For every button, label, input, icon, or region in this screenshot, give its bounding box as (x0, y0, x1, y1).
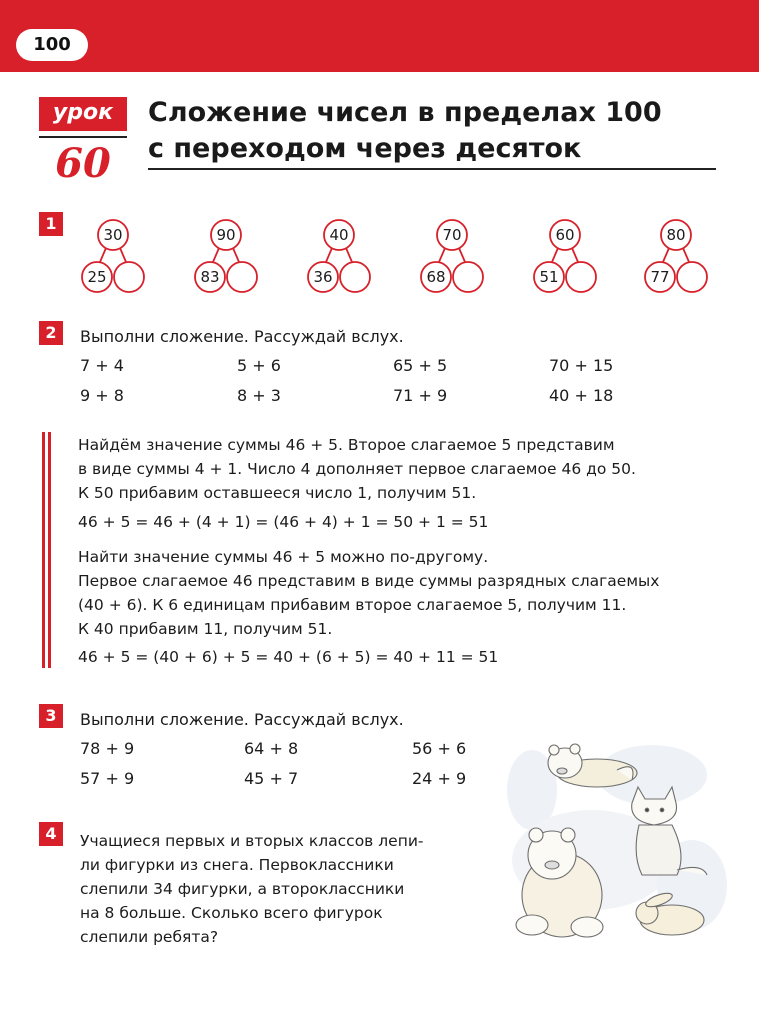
tree-part-known: 77 (650, 268, 670, 286)
number-tree (194, 218, 258, 294)
top-bar (0, 0, 759, 72)
page-title (148, 95, 728, 167)
equation-1: 46 + 5 = 46 + (4 + 1) = (46 + 4) + 1 = 50 + 1 = 51 (78, 513, 489, 531)
number-tree (307, 218, 371, 294)
number-tree (420, 218, 484, 294)
explanation-line: (40 + 6). К 6 единицам прибавим второе слагаемое 5, получим 11. (78, 596, 627, 614)
expression: 7 + 4 (80, 356, 124, 375)
explanation-line: Найти значение суммы 46 + 5 можно по-другому. (78, 548, 489, 566)
task-2-instruction: Выполни сложение. Рассуждай вслух. (80, 327, 404, 346)
task-4-line: ли фигурки из снега. Первоклассники (80, 856, 394, 874)
explanation-line: в виде суммы 4 + 1. Число 4 дополняет первое слагаемое 46 до 50. (78, 460, 636, 478)
tree-part-known: 25 (87, 268, 107, 286)
tree-whole: 70 (442, 226, 462, 244)
expression: 40 + 18 (549, 386, 614, 405)
expression: 71 + 9 (393, 386, 448, 405)
tree-part-blank[interactable] (677, 262, 707, 292)
expression: 45 + 7 (244, 769, 299, 788)
title-underline (148, 168, 716, 170)
title-line-2: с переходом через десяток (148, 133, 582, 164)
tree-part-known: 51 (539, 268, 559, 286)
tree-part-known: 83 (200, 268, 220, 286)
tree-part-blank[interactable] (340, 262, 370, 292)
task-2-badge: 2 (39, 321, 63, 345)
expression: 5 + 6 (237, 356, 281, 375)
task-3-instruction: Выполни сложение. Рассуждай вслух. (80, 710, 404, 729)
tree-part-known: 36 (313, 268, 333, 286)
tree-whole: 80 (666, 226, 686, 244)
task-4-line: Учащиеся первых и вторых классов лепи- (80, 832, 424, 850)
expression: 65 + 5 (393, 356, 448, 375)
expression: 57 + 9 (80, 769, 135, 788)
task-4-badge: 4 (39, 822, 63, 846)
expression: 70 + 15 (549, 356, 614, 375)
lesson-number: 60 (55, 140, 111, 187)
expression: 24 + 9 (412, 769, 467, 788)
explanation-paragraph-2 (78, 545, 718, 641)
tree-whole: 30 (103, 226, 123, 244)
lesson-label: урок (39, 97, 127, 131)
lesson-divider (39, 136, 127, 138)
number-tree (533, 218, 597, 294)
number-tree (644, 218, 708, 294)
task-4-line: на 8 больше. Сколько всего фигурок (80, 904, 383, 922)
expression: 8 + 3 (237, 386, 281, 405)
expression: 64 + 8 (244, 739, 299, 758)
snow-figures-illustration (502, 735, 732, 950)
tree-whole: 40 (329, 226, 349, 244)
tree-part-known: 68 (426, 268, 446, 286)
tree-whole: 90 (216, 226, 236, 244)
task-3-badge: 3 (39, 704, 63, 728)
task-4-line: слепили 34 фигурки, а второклассники (80, 880, 405, 898)
explanation-line: К 40 прибавим 11, получим 51. (78, 620, 333, 638)
tree-part-blank[interactable] (453, 262, 483, 292)
equation-2: 46 + 5 = (40 + 6) + 5 = 40 + (6 + 5) = 40 + 11 = 51 (78, 648, 499, 666)
explanation-line: Найдём значение суммы 46 + 5. Второе слагаемое 5 представим (78, 436, 615, 454)
explanation-line: К 50 прибавим оставшееся число 1, получим 51. (78, 484, 477, 502)
task-4-line: слепили ребята? (80, 928, 219, 946)
tree-part-blank[interactable] (227, 262, 257, 292)
title-line-1: Сложение чисел в пределах 100 (148, 97, 662, 128)
expression: 56 + 6 (412, 739, 467, 758)
explanation-line: Первое слагаемое 46 представим в виде суммы разрядных слагаемых (78, 572, 660, 590)
explanation-paragraph-1 (78, 433, 718, 505)
task-1-badge: 1 (39, 212, 63, 236)
expression: 9 + 8 (80, 386, 124, 405)
tree-part-blank[interactable] (566, 262, 596, 292)
expression: 78 + 9 (80, 739, 135, 758)
explanation-marker (48, 432, 51, 668)
page-number: 100 (16, 29, 88, 61)
tree-whole: 60 (555, 226, 575, 244)
task-4-text (80, 829, 480, 949)
tree-part-blank[interactable] (114, 262, 144, 292)
number-tree (81, 218, 145, 294)
explanation-marker (42, 432, 45, 668)
